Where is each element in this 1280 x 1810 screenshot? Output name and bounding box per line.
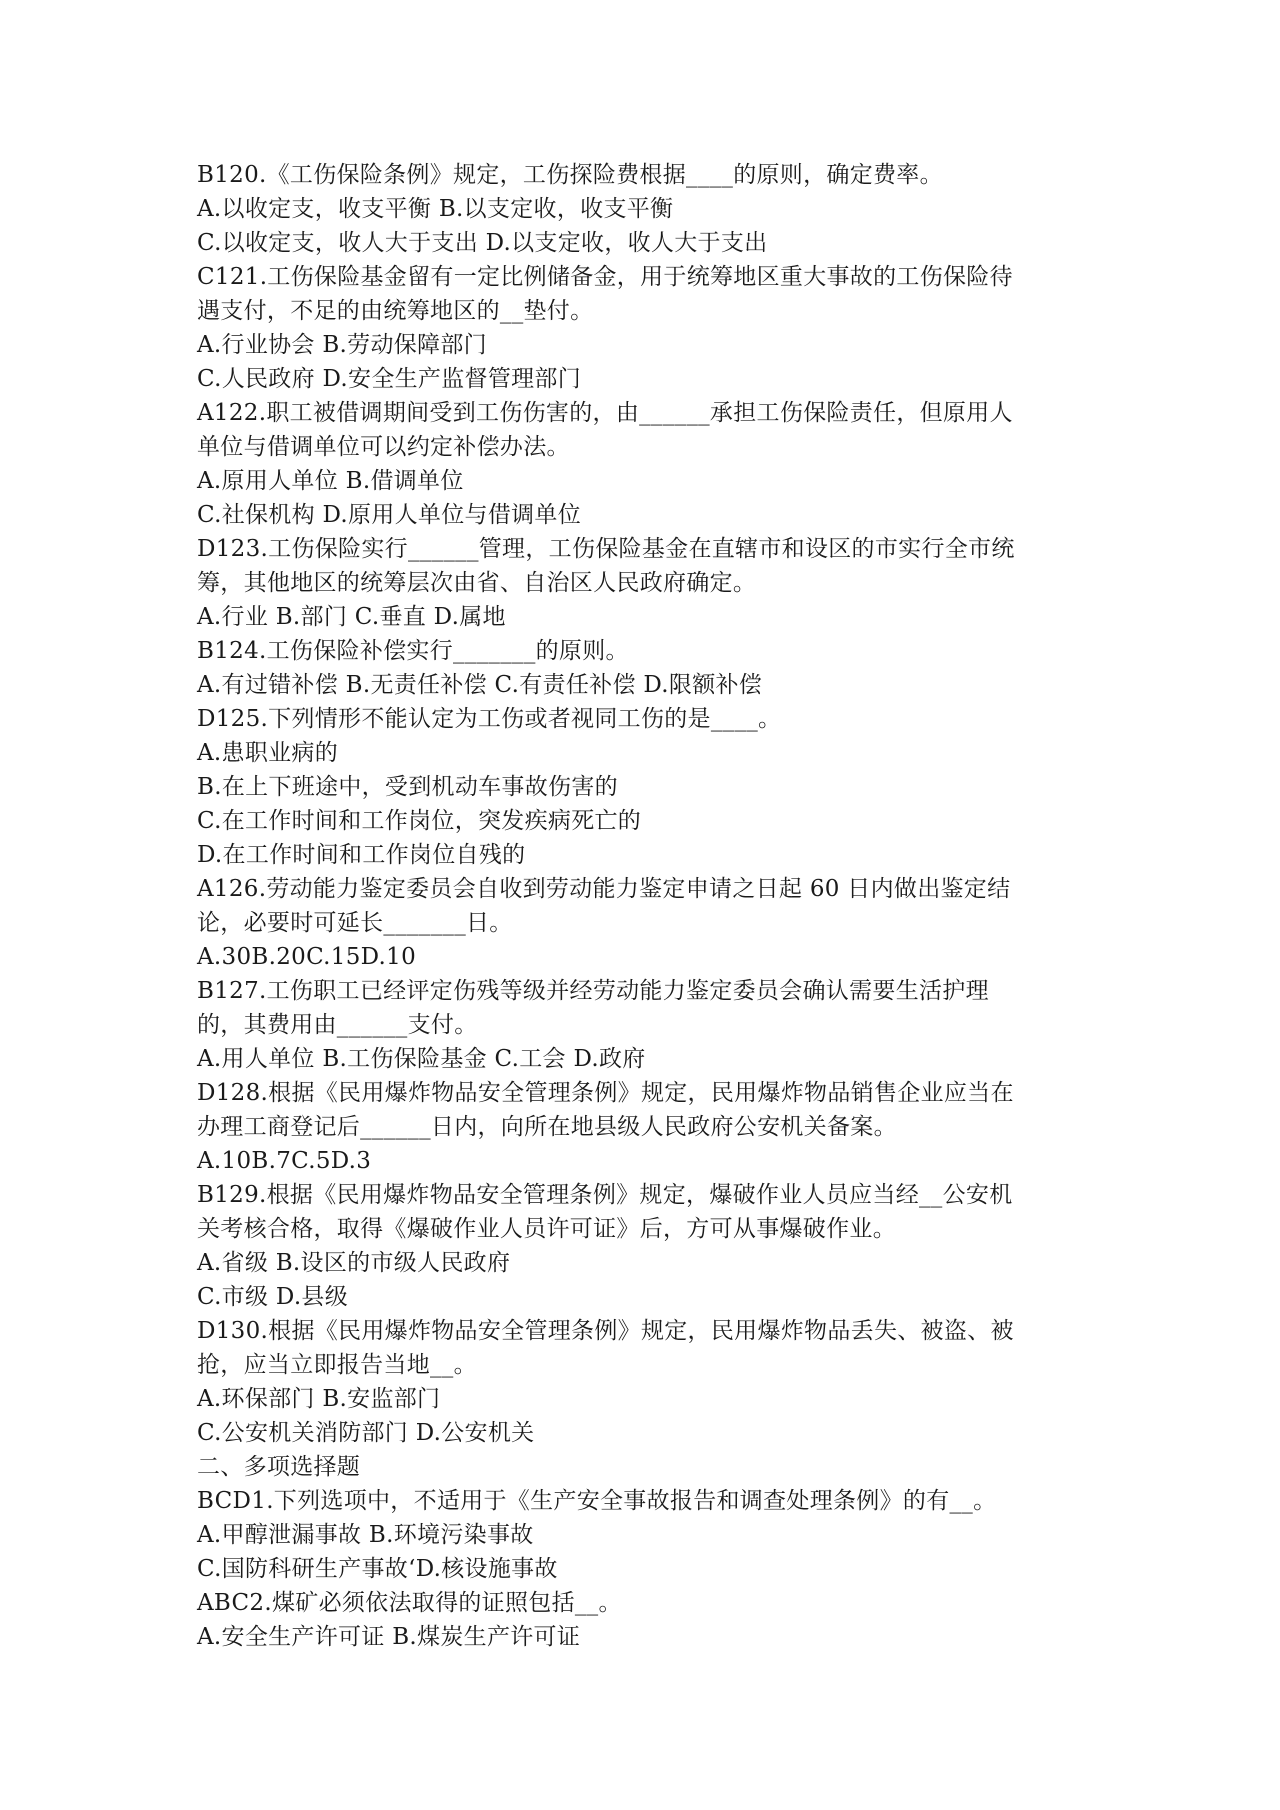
text-line: C.市级 D.县级 (197, 1284, 349, 1310)
text-line: A.10B.7C.5D.3 (197, 1148, 372, 1174)
text-line: D.在工作时间和工作岗位自残的 (197, 842, 526, 868)
text-line: BCD1.下列选项中，不适用于《生产安全事故报告和调查处理条例》的有__。 (197, 1488, 997, 1514)
text-line: D125.下列情形不能认定为工伤或者视同工伤的是____。 (197, 706, 782, 732)
text-line: A.省级 B.设区的市级人民政府 (197, 1250, 511, 1276)
text-line: 办理工商登记后______日内，向所在地县级人民政府公安机关备案。 (197, 1114, 897, 1140)
text-line: A.安全生产许可证 B.煤炭生产许可证 (197, 1624, 581, 1650)
text-line: A.以收定支，收支平衡 B.以支定收，收支平衡 (197, 196, 674, 222)
text-line: D130.根据《民用爆炸物品安全管理条例》规定，民用爆炸物品丢失、被盗、被 (197, 1318, 1014, 1344)
text-line: C.在工作时间和工作岗位，突发疾病死亡的 (197, 808, 642, 834)
text-line: A126.劳动能力鉴定委员会自收到劳动能力鉴定申请之日起 60 日内做出鉴定结 (197, 876, 1011, 902)
document-body (197, 158, 1097, 1654)
text-line: A122.职工被借调期间受到工伤伤害的，由______承担工伤保险责任，但原用人 (197, 400, 1013, 426)
text-line: C.国防科研生产事故‘D.核设施事故 (197, 1556, 558, 1582)
text-line: A.行业 B.部门 C.垂直 D.属地 (197, 604, 506, 630)
text-line: B127.工伤职工已经评定伤残等级并经劳动能力鉴定委员会确认需要生活护理 (197, 978, 989, 1004)
text-line: 抢，应当立即报告当地__。 (197, 1352, 477, 1378)
text-line: C.公安机关消防部门 D.公安机关 (197, 1420, 535, 1446)
text-line: ABC2.煤矿必须依法取得的证照包括__。 (197, 1590, 622, 1616)
text-line: C121.工伤保险基金留有一定比例储备金，用于统筹地区重大事故的工伤保险待 (197, 264, 1013, 290)
text-line: C.人民政府 D.安全生产监督管理部门 (197, 366, 582, 392)
text-line: B129.根据《民用爆炸物品安全管理条例》规定，爆破作业人员应当经__公安机 (197, 1182, 1013, 1208)
text-line: A.用人单位 B.工伤保险基金 C.工会 D.政府 (197, 1046, 646, 1072)
text-line: D128.根据《民用爆炸物品安全管理条例》规定，民用爆炸物品销售企业应当在 (197, 1080, 1014, 1106)
text-line: B.在上下班途中，受到机动车事故伤害的 (197, 774, 618, 800)
text-line: A.甲醇泄漏事故 B.环境污染事故 (197, 1522, 534, 1548)
text-line: B120.《工伤保险条例》规定，工伤探险费根据____的原则，确定费率。 (197, 162, 943, 188)
text-line: B124.工伤保险补偿实行_______的原则。 (197, 638, 629, 664)
text-line: 关考核合格，取得《爆破作业人员许可证》后，方可从事爆破作业。 (197, 1216, 896, 1242)
text-line: C.以收定支，收人大于支出 D.以支定收，收人大于支出 (197, 230, 768, 256)
text-line: A.行业协会 B.劳动保障部门 (197, 332, 487, 358)
text-line: 论，必要时可延长_______日。 (197, 910, 513, 936)
text-line: A.环保部门 B.安监部门 (197, 1386, 441, 1412)
text-line: A.30B.20C.15D.10 (197, 944, 417, 970)
text-line: 的，其费用由______支付。 (197, 1012, 478, 1038)
text-line: A.原用人单位 B.借调单位 (197, 468, 464, 494)
text-line: 二、多项选择题 (197, 1454, 361, 1480)
text-line: 遇支付，不足的由统筹地区的__垫付。 (197, 298, 594, 324)
text-line: 单位与借调单位可以约定补偿办法。 (197, 434, 570, 460)
text-line: 筹，其他地区的统筹层次由省、自治区人民政府确定。 (197, 570, 757, 596)
text-line: D123.工伤保险实行______管理，工伤保险基金在直辖市和设区的市实行全市统 (197, 536, 1015, 562)
text-line: C.社保机构 D.原用人单位与借调单位 (197, 502, 582, 528)
text-line: A.有过错补偿 B.无责任补偿 C.有责任补偿 D.限额补偿 (197, 672, 763, 698)
text-line: A.患职业病的 (197, 740, 339, 766)
